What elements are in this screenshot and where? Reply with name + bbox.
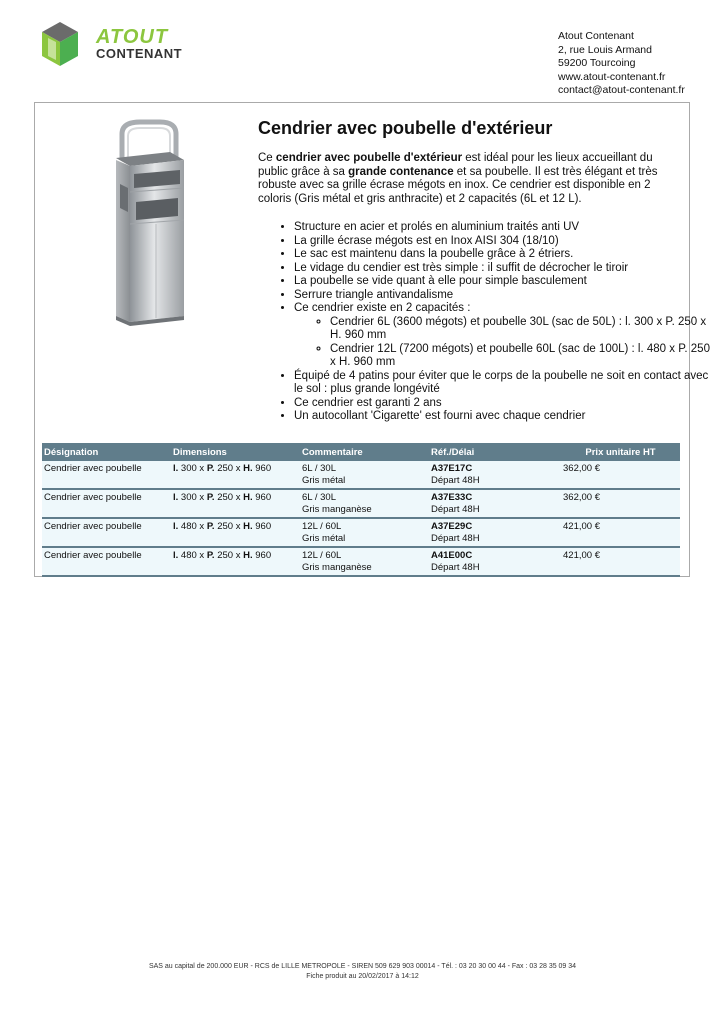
delay-text: Départ 48H [431,562,480,573]
dim-sep: x [196,550,207,561]
company-email[interactable]: contact@atout-contenant.fr [558,84,685,96]
dim-sep: x [196,521,207,532]
price-table [42,443,680,577]
cell-designation [42,489,171,518]
price-text: 362,00 € [563,463,600,474]
ashtray-bin-icon [60,112,240,332]
cell-designation [42,518,171,547]
dim-label: l. [173,463,179,474]
designation-text: Cendrier avec poubelle [44,463,142,474]
dim-label: P. [206,550,215,561]
header-ref: Réf./Délai [429,443,561,461]
list-item: • Équipé de 4 patins pour éviter que le corps de la poubelle ne soit en contact avec le sol : plus grande longévité [294,370,714,397]
comment-color: Gris manganèse [302,562,372,573]
feature-list [258,221,714,424]
footer-date: Fiche produit au 20/02/2017 à 14:12 [306,972,419,980]
list-item: • Un autocollant 'Cigarette' est fourni avec chaque cendrier [294,410,714,424]
product-title: Cendrier avec poubelle d'extérieur [258,118,553,138]
dim-value: 960 [255,521,272,532]
ref-code: A37E29C [431,521,473,532]
designation-text: Cendrier avec poubelle [44,550,142,561]
cell-designation [42,461,171,489]
dim-value: 250 [217,550,234,561]
list-item-label: Ce cendrier existe en 2 capacités : [294,302,471,314]
dim-label: P. [206,463,215,474]
dim-label: H. [243,550,253,561]
dim-value: 300 [180,492,197,503]
company-logo [40,20,190,70]
designation-text: Cendrier avec poubelle [44,492,142,503]
intro-text: Ce [258,152,276,164]
table-row [42,461,680,489]
ref-code: A41E00C [431,550,473,561]
cell-comment [300,518,429,547]
cell-designation [42,547,171,576]
dim-label: l. [173,492,179,503]
cell-comment [300,461,429,489]
product-description [258,152,673,206]
cell-price [561,518,680,547]
capacity-sublist [294,316,714,370]
list-item: • La grille écrase mégots est en Inox AISI 304 (18/10) [294,235,714,249]
cell-ref [429,518,561,547]
cell-comment [300,489,429,518]
header-price: Prix unitaire HT [561,443,680,461]
cell-dimensions [171,547,300,576]
comment-capacity: 12L / 60L [302,521,342,532]
comment-color: Gris manganèse [302,504,372,515]
dim-sep: x [233,550,244,561]
dim-value: 480 [180,521,197,532]
dim-value: 250 [217,521,234,532]
cell-price [561,547,680,576]
footer-legal: SAS au capital de 200.000 EUR - RCS de LILLE METROPOLE - SIREN 509 629 903 00014 - Tél. : 03 20 30 00 44 - Fax : 03 28 35 09 34 [148,963,577,970]
dim-sep: x [196,492,207,503]
dim-label: H. [243,521,253,532]
table-row [42,489,680,518]
designation-text: Cendrier avec poubelle [44,521,142,532]
list-item-capacities [294,302,714,370]
dim-sep: x [233,463,244,474]
cell-dimensions [171,461,300,489]
dim-value: 300 [180,463,197,474]
cell-comment [300,547,429,576]
dim-label: l. [173,550,179,561]
dim-sep: x [233,492,244,503]
dim-label: P. [206,492,215,503]
cell-ref [429,489,561,518]
table-row [42,518,680,547]
header-commentaire: Commentaire [300,443,429,461]
header-dimensions: Dimensions [171,443,300,461]
dim-label: H. [243,492,253,503]
product-photo [60,112,240,332]
comment-capacity: 6L / 30L [302,463,336,474]
cube-logo-icon [40,20,90,70]
header-designation: Désignation [42,443,171,461]
dim-value: 250 [217,463,234,474]
table-row [42,547,680,576]
list-item: • Le vidage du cendier est très simple : il suffit de décrocher le tiroir [294,262,714,276]
comment-capacity: 12L / 60L [302,550,342,561]
intro-text: est idéal pour les lieux accueillant du public grâce à sa [258,152,653,178]
cell-ref [429,461,561,489]
cell-ref [429,547,561,576]
table-header-row [42,443,680,461]
delay-text: Départ 48H [431,533,480,544]
company-address [558,30,685,98]
cell-dimensions [171,489,300,518]
cell-price [561,461,680,489]
ref-code: A37E33C [431,492,473,503]
logo-text-atout: ATOUT [96,26,169,48]
list-item: • Ce cendrier est garanti 2 ans [294,397,714,411]
sublist-item: ◦ Cendrier 6L (3600 mégots) et poubelle 30L (sac de 50L) : l. 300 x P. 250 x H. 960 mm [330,316,714,343]
delay-text: Départ 48H [431,475,480,486]
delay-text: Départ 48H [431,504,480,515]
list-item: • Le sac est maintenu dans la poubelle grâce à 2 étriers. [294,248,714,262]
ref-code: A37E17C [431,463,473,474]
logo-text-contenant: CONTENANT [96,46,183,61]
dim-value: 250 [217,492,234,503]
sublist-item: ◦ Cendrier 12L (7200 mégots) et poubelle 60L (sac de 100L) : l. 480 x P. 250 x H. 960 mm [330,343,714,370]
comment-color: Gris métal [302,475,346,486]
dim-value: 480 [180,550,197,561]
list-item: • Serrure triangle antivandalisme [294,289,714,303]
dim-sep: x [233,521,244,532]
dim-value: 960 [255,550,272,561]
company-name: Atout Contenant [558,30,634,42]
list-item: • Structure en acier et prolés en aluminium traités anti UV [294,221,714,235]
dim-value: 960 [255,492,272,503]
dim-label: H. [243,463,253,474]
price-text: 421,00 € [563,550,600,561]
dim-label: P. [206,521,215,532]
dim-sep: x [196,463,207,474]
intro-text: et sa poubelle. Il est très élégant et très robuste avec sa grille écrase mégots en inox. Ce cendrier est disponible en 2 coloris (Gris métal et gris anthracite) et 2 capacités (6L et 12 L). [258,165,658,205]
company-website[interactable]: www.atout-contenant.fr [558,70,666,83]
dim-label: l. [173,521,179,532]
cell-price [561,489,680,518]
dim-value: 960 [255,463,272,474]
price-text: 362,00 € [563,492,600,503]
cell-dimensions [171,518,300,547]
comment-capacity: 6L / 30L [302,492,336,503]
comment-color: Gris métal [302,533,346,544]
page-footer [0,962,725,981]
intro-bold: grande contenance [348,165,454,178]
list-item: • La poubelle se vide quant à elle pour simple basculement [294,275,714,289]
price-text: 421,00 € [563,521,600,532]
company-street: 2, rue Louis Armand [558,43,652,56]
intro-bold: cendrier avec poubelle d'extérieur [275,152,463,164]
company-city: 59200 Tourcoing [558,57,636,69]
